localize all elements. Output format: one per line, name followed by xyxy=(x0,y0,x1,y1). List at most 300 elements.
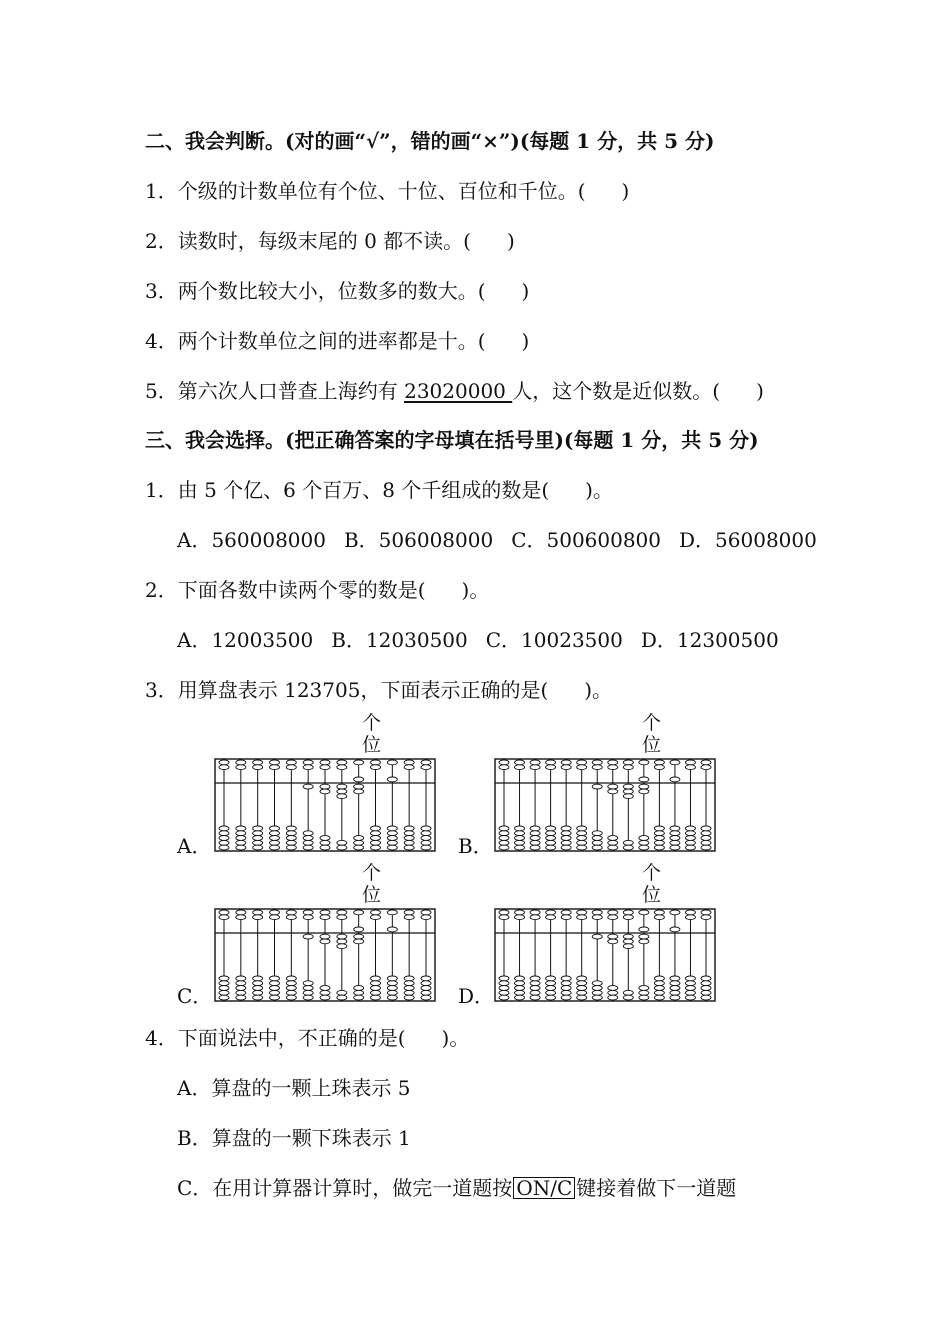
lower-bead xyxy=(303,981,313,986)
upper-bead xyxy=(546,915,556,920)
lower-bead xyxy=(577,995,587,1000)
lower-bead xyxy=(670,836,680,841)
lower-bead xyxy=(354,784,364,789)
lower-bead xyxy=(623,784,633,789)
upper-bead xyxy=(577,760,587,765)
upper-bead xyxy=(236,760,246,765)
lower-bead xyxy=(499,840,509,845)
abacus-option-a[interactable] xyxy=(214,758,436,852)
upper-bead xyxy=(561,915,571,920)
lower-bead xyxy=(337,934,347,939)
upper-bead xyxy=(421,910,431,915)
upper-bead xyxy=(354,927,364,932)
lower-bead xyxy=(546,836,556,841)
abacus-option-c[interactable] xyxy=(214,908,436,1002)
label-char: 个 xyxy=(362,712,382,734)
upper-bead xyxy=(685,910,695,915)
upper-bead xyxy=(320,910,330,915)
upper-bead xyxy=(253,910,263,915)
upper-bead xyxy=(701,765,711,770)
lower-bead xyxy=(639,990,649,995)
option-a[interactable]: A．算盘的一颗上珠表示 5 xyxy=(177,1076,411,1100)
lower-bead xyxy=(286,976,296,981)
upper-bead xyxy=(303,765,313,770)
lower-bead xyxy=(701,836,711,841)
lower-bead xyxy=(592,981,602,986)
item-number: 1． xyxy=(145,478,178,502)
lower-bead xyxy=(608,986,618,991)
upper-bead xyxy=(303,910,313,915)
lower-bead xyxy=(236,840,246,845)
lower-bead xyxy=(253,840,263,845)
lower-bead xyxy=(701,845,711,850)
lower-bead xyxy=(623,934,633,939)
upper-bead xyxy=(499,915,509,920)
lower-bead xyxy=(623,990,633,995)
lower-bead xyxy=(371,976,381,981)
upper-bead xyxy=(608,765,618,770)
upper-bead xyxy=(561,760,571,765)
option-a[interactable]: A．560008000 xyxy=(177,528,326,552)
lower-bead xyxy=(670,845,680,850)
upper-bead xyxy=(592,760,602,765)
upper-bead xyxy=(354,910,364,915)
lower-bead xyxy=(337,784,347,789)
upper-bead xyxy=(270,765,280,770)
label-char: 位 xyxy=(362,884,382,906)
lower-bead xyxy=(499,995,509,1000)
abacus-label-b: B． xyxy=(458,834,493,858)
lower-bead xyxy=(354,789,364,794)
lower-bead xyxy=(219,845,229,850)
lower-bead xyxy=(701,831,711,836)
abacus-option-d[interactable] xyxy=(494,908,716,1002)
lower-bead xyxy=(236,845,246,850)
upper-bead xyxy=(515,910,525,915)
lower-bead xyxy=(592,836,602,841)
item-text: 下面各数中读两个零的数是( xyxy=(177,578,426,602)
close-paren: ) xyxy=(521,329,530,353)
underlined-number: 23020000 xyxy=(404,379,513,403)
lower-bead xyxy=(499,990,509,995)
lower-bead xyxy=(236,995,246,1000)
lower-bead xyxy=(608,934,618,939)
upper-bead xyxy=(515,760,525,765)
lower-bead xyxy=(253,831,263,836)
lower-bead xyxy=(286,845,296,850)
lower-bead xyxy=(623,794,633,799)
upper-bead xyxy=(623,910,633,915)
lower-bead xyxy=(499,831,509,836)
upper-bead xyxy=(404,760,414,765)
lower-bead xyxy=(515,986,525,991)
lower-bead xyxy=(515,831,525,836)
lower-bead xyxy=(670,831,680,836)
upper-bead xyxy=(236,910,246,915)
upper-bead xyxy=(701,910,711,915)
upper-bead xyxy=(320,765,330,770)
lower-bead xyxy=(515,845,525,850)
close-paren: ) xyxy=(756,379,764,403)
option-c[interactable]: C．500600800 xyxy=(511,528,662,552)
lower-bead xyxy=(670,995,680,1000)
lower-bead xyxy=(499,976,509,981)
lower-bead xyxy=(608,990,618,995)
lower-bead xyxy=(270,995,280,1000)
upper-bead xyxy=(639,760,649,765)
upper-bead xyxy=(654,760,664,765)
lower-bead xyxy=(530,986,540,991)
item-text: 由 5 个亿、6 个百万、8 个千组成的数是( xyxy=(177,478,550,502)
upper-bead xyxy=(546,765,556,770)
lower-bead xyxy=(253,995,263,1000)
lower-bead xyxy=(404,981,414,986)
upper-bead xyxy=(577,915,587,920)
close-paren: )。 xyxy=(584,678,613,702)
option-b[interactable]: B．506008000 xyxy=(343,528,494,552)
lower-bead xyxy=(303,840,313,845)
judge-item-2 xyxy=(145,227,515,255)
choice-question-3 xyxy=(145,676,612,704)
lower-bead xyxy=(270,990,280,995)
lower-bead xyxy=(561,981,571,986)
lower-bead xyxy=(219,986,229,991)
lower-bead xyxy=(404,826,414,831)
choice-question-4 xyxy=(145,1024,469,1052)
lower-bead xyxy=(270,981,280,986)
lower-bead xyxy=(577,845,587,850)
lower-bead xyxy=(253,826,263,831)
close-paren: )。 xyxy=(441,1026,470,1050)
q2-options xyxy=(177,626,797,654)
lower-bead xyxy=(303,934,313,939)
lower-bead xyxy=(654,990,664,995)
upper-bead xyxy=(286,760,296,765)
on-c-key: ON/C xyxy=(513,1177,575,1199)
lower-bead xyxy=(354,836,364,841)
lower-bead xyxy=(670,986,680,991)
lower-bead xyxy=(515,836,525,841)
upper-bead xyxy=(670,777,680,782)
lower-bead xyxy=(236,976,246,981)
lower-bead xyxy=(270,840,280,845)
lower-bead xyxy=(270,986,280,991)
lower-bead xyxy=(371,986,381,991)
upper-bead xyxy=(546,760,556,765)
judge-item-3 xyxy=(145,277,529,305)
lower-bead xyxy=(219,995,229,1000)
lower-bead xyxy=(354,990,364,995)
lower-bead xyxy=(577,976,587,981)
lower-bead xyxy=(404,990,414,995)
lower-bead xyxy=(421,990,431,995)
lower-bead xyxy=(608,789,618,794)
lower-bead xyxy=(685,995,695,1000)
lower-bead xyxy=(561,831,571,836)
upper-bead xyxy=(685,765,695,770)
upper-bead xyxy=(421,765,431,770)
upper-bead xyxy=(608,915,618,920)
lower-bead xyxy=(404,845,414,850)
lower-bead xyxy=(286,990,296,995)
upper-bead xyxy=(608,910,618,915)
lower-bead xyxy=(303,836,313,841)
abacus-frame xyxy=(495,909,715,1001)
lower-bead xyxy=(371,840,381,845)
option-d[interactable]: D．12300500 xyxy=(640,628,779,652)
lower-bead xyxy=(286,836,296,841)
upper-bead xyxy=(577,765,587,770)
lower-bead xyxy=(577,981,587,986)
q1-options xyxy=(177,526,835,554)
lower-bead xyxy=(592,784,602,789)
lower-bead xyxy=(608,845,618,850)
upper-bead xyxy=(371,910,381,915)
upper-bead xyxy=(404,915,414,920)
lower-bead xyxy=(685,831,695,836)
lower-bead xyxy=(515,981,525,986)
lower-bead xyxy=(546,845,556,850)
upper-bead xyxy=(654,765,664,770)
upper-bead xyxy=(270,915,280,920)
lower-bead xyxy=(654,976,664,981)
lower-bead xyxy=(219,826,229,831)
abacus-label-c: C． xyxy=(177,984,213,1008)
item-number: 2． xyxy=(145,578,178,602)
lower-bead xyxy=(592,845,602,850)
lower-bead xyxy=(236,831,246,836)
lower-bead xyxy=(286,840,296,845)
item-number: 2． xyxy=(145,229,178,253)
lower-bead xyxy=(404,840,414,845)
upper-bead xyxy=(561,910,571,915)
lower-bead xyxy=(404,831,414,836)
lower-bead xyxy=(320,845,330,850)
lower-bead xyxy=(404,976,414,981)
lower-bead xyxy=(670,981,680,986)
upper-bead xyxy=(286,765,296,770)
upper-bead xyxy=(561,765,571,770)
lower-bead xyxy=(253,986,263,991)
lower-bead xyxy=(337,840,347,845)
abacus-label-a: A． xyxy=(177,834,212,858)
option-b[interactable]: B．算盘的一颗下珠表示 1 xyxy=(177,1126,411,1150)
lower-bead xyxy=(354,986,364,991)
lower-bead xyxy=(286,826,296,831)
upper-bead xyxy=(387,760,397,765)
lower-bead xyxy=(561,990,571,995)
lower-bead xyxy=(670,976,680,981)
lower-bead xyxy=(387,826,397,831)
lower-bead xyxy=(561,986,571,991)
lower-bead xyxy=(670,990,680,995)
lower-bead xyxy=(320,840,330,845)
lower-bead xyxy=(685,826,695,831)
lower-bead xyxy=(577,831,587,836)
item-text: 下面说法中，不正确的是( xyxy=(177,1026,406,1050)
lower-bead xyxy=(670,840,680,845)
lower-bead xyxy=(546,986,556,991)
lower-bead xyxy=(236,836,246,841)
option-text: C．在用计算器计算时，做完一道题按 xyxy=(177,1176,513,1200)
lower-bead xyxy=(320,784,330,789)
lower-bead xyxy=(623,939,633,944)
lower-bead xyxy=(404,986,414,991)
upper-bead xyxy=(421,915,431,920)
abacus-option-b[interactable] xyxy=(494,758,716,852)
option-c[interactable] xyxy=(177,1174,736,1202)
upper-bead xyxy=(270,910,280,915)
lower-bead xyxy=(371,845,381,850)
upper-bead xyxy=(592,910,602,915)
lower-bead xyxy=(515,976,525,981)
lower-bead xyxy=(701,976,711,981)
lower-bead xyxy=(354,995,364,1000)
upper-bead xyxy=(387,910,397,915)
lower-bead xyxy=(561,826,571,831)
lower-bead xyxy=(654,831,664,836)
lower-bead xyxy=(387,845,397,850)
lower-bead xyxy=(303,986,313,991)
lower-bead xyxy=(577,840,587,845)
lower-bead xyxy=(530,826,540,831)
lower-bead xyxy=(270,831,280,836)
lower-bead xyxy=(685,981,695,986)
upper-bead xyxy=(337,915,347,920)
item-text: 两个数比较大小，位数多的数大。( xyxy=(177,279,486,303)
upper-bead xyxy=(371,915,381,920)
upper-bead xyxy=(286,915,296,920)
label-char: 位 xyxy=(642,884,662,906)
option-a[interactable]: A．12003500 xyxy=(177,628,314,652)
upper-bead xyxy=(236,915,246,920)
choice-question-1 xyxy=(145,476,613,504)
upper-bead xyxy=(499,760,509,765)
lower-bead xyxy=(303,784,313,789)
lower-bead xyxy=(577,836,587,841)
item-text: 两个计数单位之间的进率都是十。( xyxy=(177,329,486,353)
lower-bead xyxy=(499,986,509,991)
lower-bead xyxy=(303,995,313,1000)
lower-bead xyxy=(387,836,397,841)
upper-bead xyxy=(639,777,649,782)
lower-bead xyxy=(623,944,633,949)
lower-bead xyxy=(639,995,649,1000)
label-char: 位 xyxy=(642,734,662,756)
lower-bead xyxy=(639,836,649,841)
lower-bead xyxy=(337,995,347,1000)
lower-bead xyxy=(337,939,347,944)
lower-bead xyxy=(530,845,540,850)
upper-bead xyxy=(337,910,347,915)
lower-bead xyxy=(530,995,540,1000)
option-text: 键接着做下一道题 xyxy=(576,1176,737,1200)
section-3-heading: 三、我会选择。(把正确答案的字母填在括号里)(每题 1 分，共 5 分) xyxy=(145,428,759,452)
lower-bead xyxy=(253,990,263,995)
lower-bead xyxy=(387,976,397,981)
lower-bead xyxy=(623,845,633,850)
lower-bead xyxy=(546,826,556,831)
lower-bead xyxy=(592,934,602,939)
label-char: 位 xyxy=(362,734,382,756)
upper-bead xyxy=(701,915,711,920)
lower-bead xyxy=(236,981,246,986)
lower-bead xyxy=(286,986,296,991)
upper-bead xyxy=(219,910,229,915)
option-c[interactable]: C．10023500 xyxy=(485,628,623,652)
lower-bead xyxy=(561,836,571,841)
lower-bead xyxy=(546,976,556,981)
upper-bead xyxy=(320,915,330,920)
lower-bead xyxy=(654,986,664,991)
upper-bead xyxy=(371,760,381,765)
lower-bead xyxy=(515,990,525,995)
item-text: 人，这个数是近似数。( xyxy=(512,379,721,403)
lower-bead xyxy=(253,845,263,850)
lower-bead xyxy=(270,836,280,841)
lower-bead xyxy=(530,840,540,845)
lower-bead xyxy=(701,840,711,845)
item-text: 第六次人口普查上海约有 xyxy=(177,379,405,403)
upper-bead xyxy=(219,915,229,920)
lower-bead xyxy=(421,831,431,836)
upper-bead xyxy=(387,777,397,782)
lower-bead xyxy=(530,831,540,836)
upper-bead xyxy=(337,760,347,765)
lower-bead xyxy=(354,845,364,850)
upper-bead xyxy=(623,915,633,920)
lower-bead xyxy=(561,840,571,845)
lower-bead xyxy=(320,789,330,794)
option-b[interactable]: B．12030500 xyxy=(331,628,468,652)
lower-bead xyxy=(654,995,664,1000)
lower-bead xyxy=(387,831,397,836)
lower-bead xyxy=(236,826,246,831)
option-d[interactable]: D．56008000 xyxy=(679,528,817,552)
lower-bead xyxy=(371,836,381,841)
item-text: 读数时，每级末尾的 0 都不读。( xyxy=(177,229,471,253)
upper-bead xyxy=(387,927,397,932)
lower-bead xyxy=(685,976,695,981)
lower-bead xyxy=(623,995,633,1000)
lower-bead xyxy=(219,831,229,836)
upper-bead xyxy=(253,760,263,765)
lower-bead xyxy=(499,845,509,850)
lower-bead xyxy=(654,981,664,986)
upper-bead xyxy=(371,765,381,770)
lower-bead xyxy=(337,845,347,850)
lower-bead xyxy=(286,831,296,836)
upper-bead xyxy=(685,760,695,765)
upper-bead xyxy=(219,760,229,765)
lower-bead xyxy=(236,986,246,991)
lower-bead xyxy=(701,826,711,831)
abacus-label-d: D． xyxy=(458,984,495,1008)
lower-bead xyxy=(286,981,296,986)
lower-bead xyxy=(421,981,431,986)
upper-bead xyxy=(530,915,540,920)
lower-bead xyxy=(608,939,618,944)
upper-bead xyxy=(530,760,540,765)
item-text: 用算盘表示 123705，下面表示正确的是( xyxy=(177,678,549,702)
lower-bead xyxy=(219,840,229,845)
lower-bead xyxy=(337,944,347,949)
lower-bead xyxy=(320,995,330,1000)
lower-bead xyxy=(371,981,381,986)
item-text: 个级的计数单位有个位、十位、百位和千位。( xyxy=(177,179,586,203)
lower-bead xyxy=(561,976,571,981)
lower-bead xyxy=(421,826,431,831)
